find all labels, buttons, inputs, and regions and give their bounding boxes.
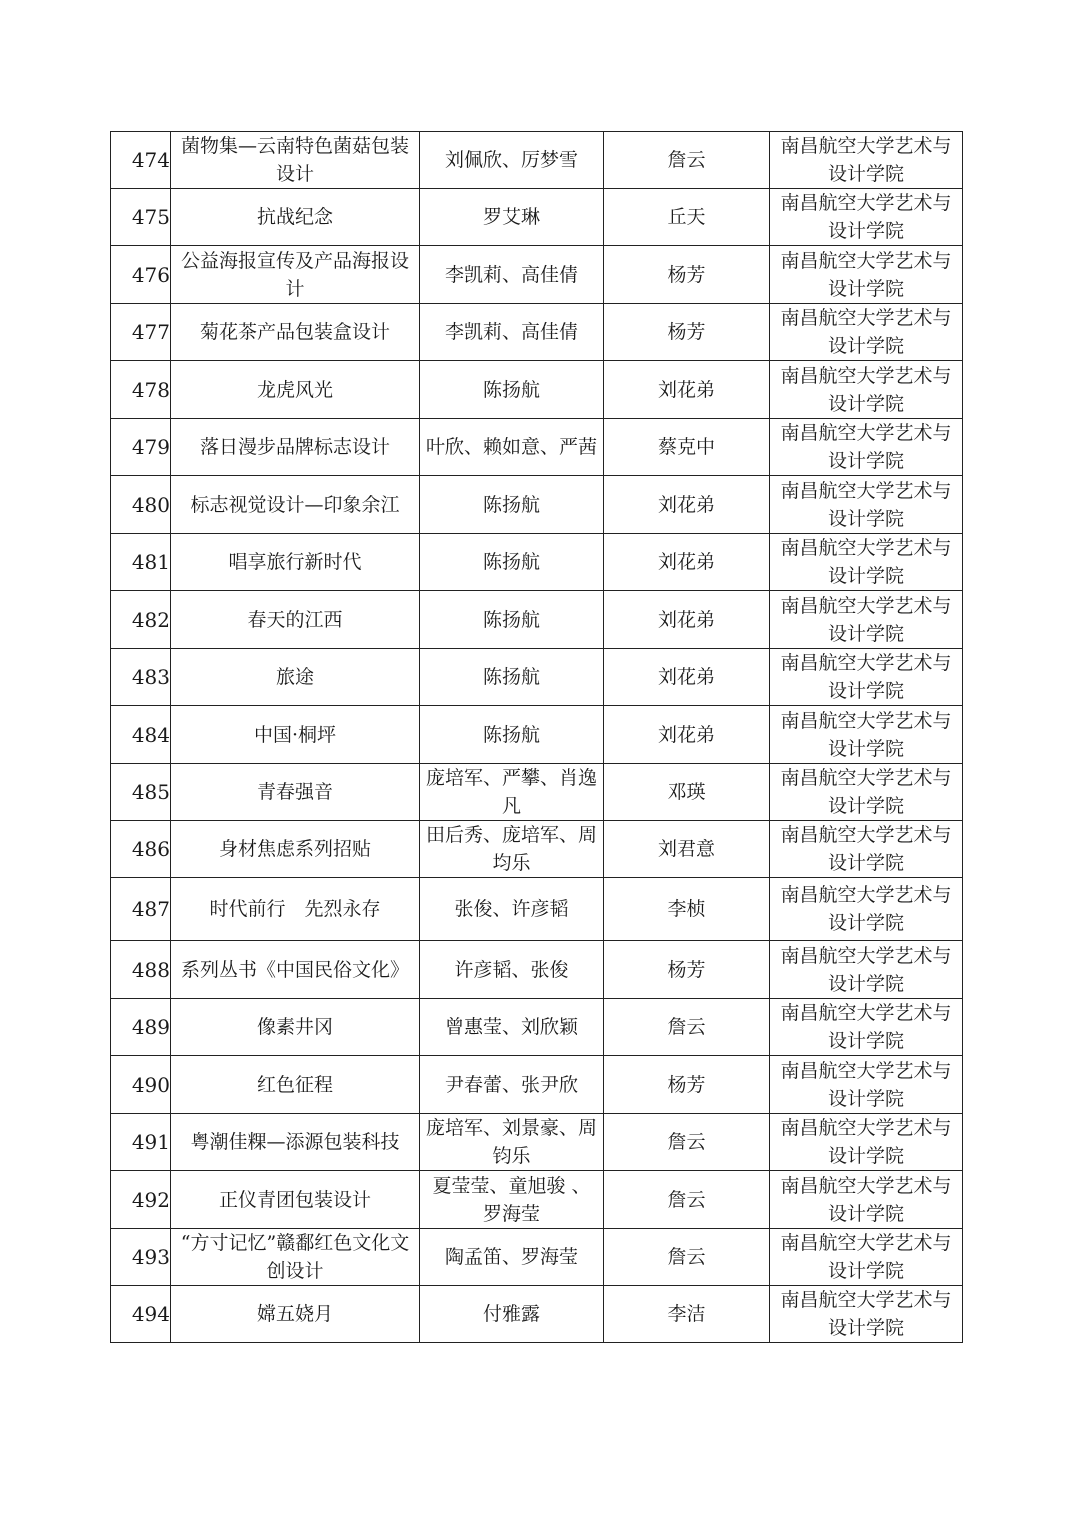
cell-advisor: 李桢 (604, 878, 770, 941)
cell-advisor: 刘花弟 (604, 361, 770, 419)
cell-row-number: 485 (111, 764, 171, 821)
cell-row-number: 493 (111, 1229, 171, 1286)
cell-authors: 叶欣、赖如意、严茜 (420, 419, 604, 476)
cell-organization: 南昌航空大学艺术与设计学院 (770, 304, 963, 361)
cell-advisor: 詹云 (604, 1229, 770, 1286)
cell-organization: 南昌航空大学艺术与设计学院 (770, 591, 963, 649)
cell-row-number: 481 (111, 534, 171, 591)
table-row (111, 1056, 963, 1114)
table-row (111, 419, 963, 476)
cell-row-number: 479 (111, 419, 171, 476)
cell-advisor: 刘花弟 (604, 649, 770, 706)
cell-work-title: 抗战纪念 (171, 189, 420, 246)
cell-advisor: 蔡克中 (604, 419, 770, 476)
table-row (111, 1229, 963, 1286)
cell-advisor: 杨芳 (604, 1056, 770, 1114)
table-row (111, 246, 963, 304)
cell-row-number: 475 (111, 189, 171, 246)
cell-authors: 庞培军、刘景豪、周钧乐 (420, 1114, 604, 1171)
table-row (111, 591, 963, 649)
cell-work-title: 春天的江西 (171, 591, 420, 649)
cell-work-title: 时代前行 先烈永存 (171, 878, 420, 941)
table-row (111, 706, 963, 764)
cell-organization: 南昌航空大学艺术与设计学院 (770, 999, 963, 1056)
table-row (111, 1171, 963, 1229)
cell-advisor: 詹云 (604, 1171, 770, 1229)
cell-work-title: 公益海报宣传及产品海报设计 (171, 246, 420, 304)
cell-authors: 李凯莉、高佳倩 (420, 304, 604, 361)
cell-advisor: 杨芳 (604, 246, 770, 304)
cell-organization: 南昌航空大学艺术与设计学院 (770, 878, 963, 941)
cell-advisor: 刘花弟 (604, 476, 770, 534)
cell-organization: 南昌航空大学艺术与设计学院 (770, 1229, 963, 1286)
cell-row-number: 488 (111, 941, 171, 999)
cell-row-number: 489 (111, 999, 171, 1056)
cell-advisor: 詹云 (604, 1114, 770, 1171)
cell-work-title: 正仪青团包装设计 (171, 1171, 420, 1229)
cell-authors: 庞培军、严攀、肖逸凡 (420, 764, 604, 821)
table-row (111, 189, 963, 246)
cell-work-title: “方寸记忆”赣鄱红色文化文创设计 (171, 1229, 420, 1286)
table-row (111, 764, 963, 821)
cell-advisor: 詹云 (604, 132, 770, 189)
cell-row-number: 486 (111, 821, 171, 878)
cell-authors: 刘佩欣、厉梦雪 (420, 132, 604, 189)
cell-work-title: 青春强音 (171, 764, 420, 821)
cell-organization: 南昌航空大学艺术与设计学院 (770, 419, 963, 476)
table-row (111, 878, 963, 941)
cell-authors: 陈扬航 (420, 534, 604, 591)
cell-work-title: 身材焦虑系列招贴 (171, 821, 420, 878)
cell-work-title: 系列丛书《中国民俗文化》 (171, 941, 420, 999)
cell-authors: 许彦韬、张俊 (420, 941, 604, 999)
cell-row-number: 492 (111, 1171, 171, 1229)
table-row (111, 361, 963, 419)
cell-work-title: 红色征程 (171, 1056, 420, 1114)
cell-row-number: 476 (111, 246, 171, 304)
table-row (111, 476, 963, 534)
cell-advisor: 刘花弟 (604, 706, 770, 764)
cell-row-number: 480 (111, 476, 171, 534)
cell-authors: 陈扬航 (420, 476, 604, 534)
cell-work-title: 菌物集—云南特色菌菇包装设计 (171, 132, 420, 189)
cell-advisor: 刘花弟 (604, 534, 770, 591)
cell-row-number: 478 (111, 361, 171, 419)
cell-row-number: 494 (111, 1286, 171, 1343)
cell-advisor: 杨芳 (604, 941, 770, 999)
cell-advisor: 刘花弟 (604, 591, 770, 649)
cell-authors: 陈扬航 (420, 706, 604, 764)
cell-organization: 南昌航空大学艺术与设计学院 (770, 1286, 963, 1343)
table-row (111, 821, 963, 878)
cell-work-title: 像素井冈 (171, 999, 420, 1056)
cell-advisor: 邓瑛 (604, 764, 770, 821)
cell-authors: 陶孟笛、罗海莹 (420, 1229, 604, 1286)
table-row (111, 534, 963, 591)
cell-advisor: 刘君意 (604, 821, 770, 878)
cell-advisor: 杨芳 (604, 304, 770, 361)
cell-authors: 尹春蕾、张尹欣 (420, 1056, 604, 1114)
cell-work-title: 落日漫步品牌标志设计 (171, 419, 420, 476)
cell-row-number: 482 (111, 591, 171, 649)
cell-row-number: 474 (111, 132, 171, 189)
cell-organization: 南昌航空大学艺术与设计学院 (770, 706, 963, 764)
table-row (111, 941, 963, 999)
cell-organization: 南昌航空大学艺术与设计学院 (770, 649, 963, 706)
cell-authors: 陈扬航 (420, 591, 604, 649)
cell-authors: 张俊、许彦韬 (420, 878, 604, 941)
cell-organization: 南昌航空大学艺术与设计学院 (770, 534, 963, 591)
cell-organization: 南昌航空大学艺术与设计学院 (770, 132, 963, 189)
table-body (111, 132, 963, 1343)
table-row (111, 1286, 963, 1343)
table-row (111, 999, 963, 1056)
table-row (111, 649, 963, 706)
cell-authors: 付雅露 (420, 1286, 604, 1343)
table-row (111, 132, 963, 189)
cell-row-number: 487 (111, 878, 171, 941)
cell-organization: 南昌航空大学艺术与设计学院 (770, 764, 963, 821)
cell-work-title: 标志视觉设计—印象余江 (171, 476, 420, 534)
cell-organization: 南昌航空大学艺术与设计学院 (770, 941, 963, 999)
cell-advisor: 詹云 (604, 999, 770, 1056)
cell-organization: 南昌航空大学艺术与设计学院 (770, 1056, 963, 1114)
cell-work-title: 粤潮佳粿—添源包装科技 (171, 1114, 420, 1171)
cell-organization: 南昌航空大学艺术与设计学院 (770, 361, 963, 419)
cell-authors: 夏莹莹、童旭骏 、罗海莹 (420, 1171, 604, 1229)
cell-row-number: 477 (111, 304, 171, 361)
cell-row-number: 483 (111, 649, 171, 706)
table-row (111, 1114, 963, 1171)
cell-work-title: 旅途 (171, 649, 420, 706)
cell-row-number: 484 (111, 706, 171, 764)
cell-advisor: 丘天 (604, 189, 770, 246)
cell-authors: 罗艾琳 (420, 189, 604, 246)
cell-organization: 南昌航空大学艺术与设计学院 (770, 821, 963, 878)
cell-organization: 南昌航空大学艺术与设计学院 (770, 476, 963, 534)
cell-authors: 田后秀、庞培军、周均乐 (420, 821, 604, 878)
cell-advisor: 李洁 (604, 1286, 770, 1343)
cell-organization: 南昌航空大学艺术与设计学院 (770, 189, 963, 246)
cell-authors: 陈扬航 (420, 361, 604, 419)
cell-work-title: 唱享旅行新时代 (171, 534, 420, 591)
cell-organization: 南昌航空大学艺术与设计学院 (770, 246, 963, 304)
cell-organization: 南昌航空大学艺术与设计学院 (770, 1171, 963, 1229)
cell-work-title: 龙虎风光 (171, 361, 420, 419)
cell-authors: 陈扬航 (420, 649, 604, 706)
cell-row-number: 491 (111, 1114, 171, 1171)
awards-table (110, 131, 963, 1343)
cell-row-number: 490 (111, 1056, 171, 1114)
cell-work-title: 中国·桐坪 (171, 706, 420, 764)
cell-authors: 李凯莉、高佳倩 (420, 246, 604, 304)
cell-work-title: 嫦五娆月 (171, 1286, 420, 1343)
table-row (111, 304, 963, 361)
cell-organization: 南昌航空大学艺术与设计学院 (770, 1114, 963, 1171)
cell-authors: 曾惠莹、刘欣颖 (420, 999, 604, 1056)
cell-work-title: 菊花茶产品包装盒设计 (171, 304, 420, 361)
